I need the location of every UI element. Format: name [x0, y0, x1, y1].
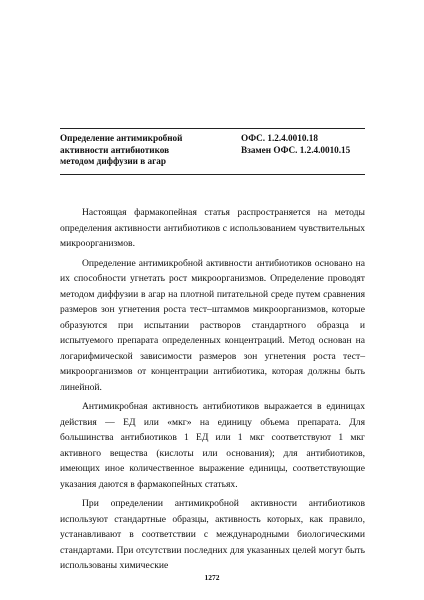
header-bottom-rule: [60, 174, 365, 175]
article-code-replaces: Взамен ОФС. 1.2.4.0010.15: [241, 144, 351, 155]
body-paragraph-3: Антимикробная активность антибиотиков выражается в единицах действия — ЕД или «мкг» на единицу объема препарата. Для большинства антибиотиков 1 ЕД или 1 мкг соответствуют 1 мкг активного вещества (кислоты или основания); для антибиотиков, имеющих иное количественное выражение единицы, соответствующие указания даются в фармакопейных статьях.: [60, 401, 365, 490]
article-title: [60, 133, 210, 168]
body-paragraph-1: Настоящая фармакопейная статья распространяется на методы определения активности антибиотиков с использованием чувствительных микроорганизмов.: [60, 207, 365, 249]
page-number: 1272: [204, 573, 220, 582]
article-code-number: ОФС. 1.2.4.0010.18: [241, 133, 318, 143]
header-top-rule: [60, 128, 365, 129]
article-title-line-1: Определение антимикробной: [60, 133, 183, 143]
article-code: [241, 133, 365, 156]
body-paragraph-2: Определение антимикробной активности антибиотиков основано на их способности угнетать рост микроорганизмов. Определение проводят методом диффузии в агар на плотной питательной среде путем сравнения размеров зон угнетения роста тест–штаммов микроорганизмов, которые образуются при испытании растворов стандартного образца и испытуемого препарата определенных концентраций. Метод основан на логарифмической зависимости размеров зон угнетения роста тест–микроорганизмов от концентрации антибиотика, которая должны быть линейной.: [60, 257, 365, 393]
article-title-line-2: активности антибиотиков: [60, 144, 170, 155]
body-paragraph-4: При определении антимикробной активности антибиотиков используют стандартные образцы, активность которых, как правило, устанавливают в соответствии с международными биологическими стандартами. При отсутствии последних для указанных целей могут быть использованы химические: [60, 498, 365, 571]
article-title-line-3: методом диффузии в агар: [60, 156, 167, 166]
article-body: [60, 205, 365, 578]
